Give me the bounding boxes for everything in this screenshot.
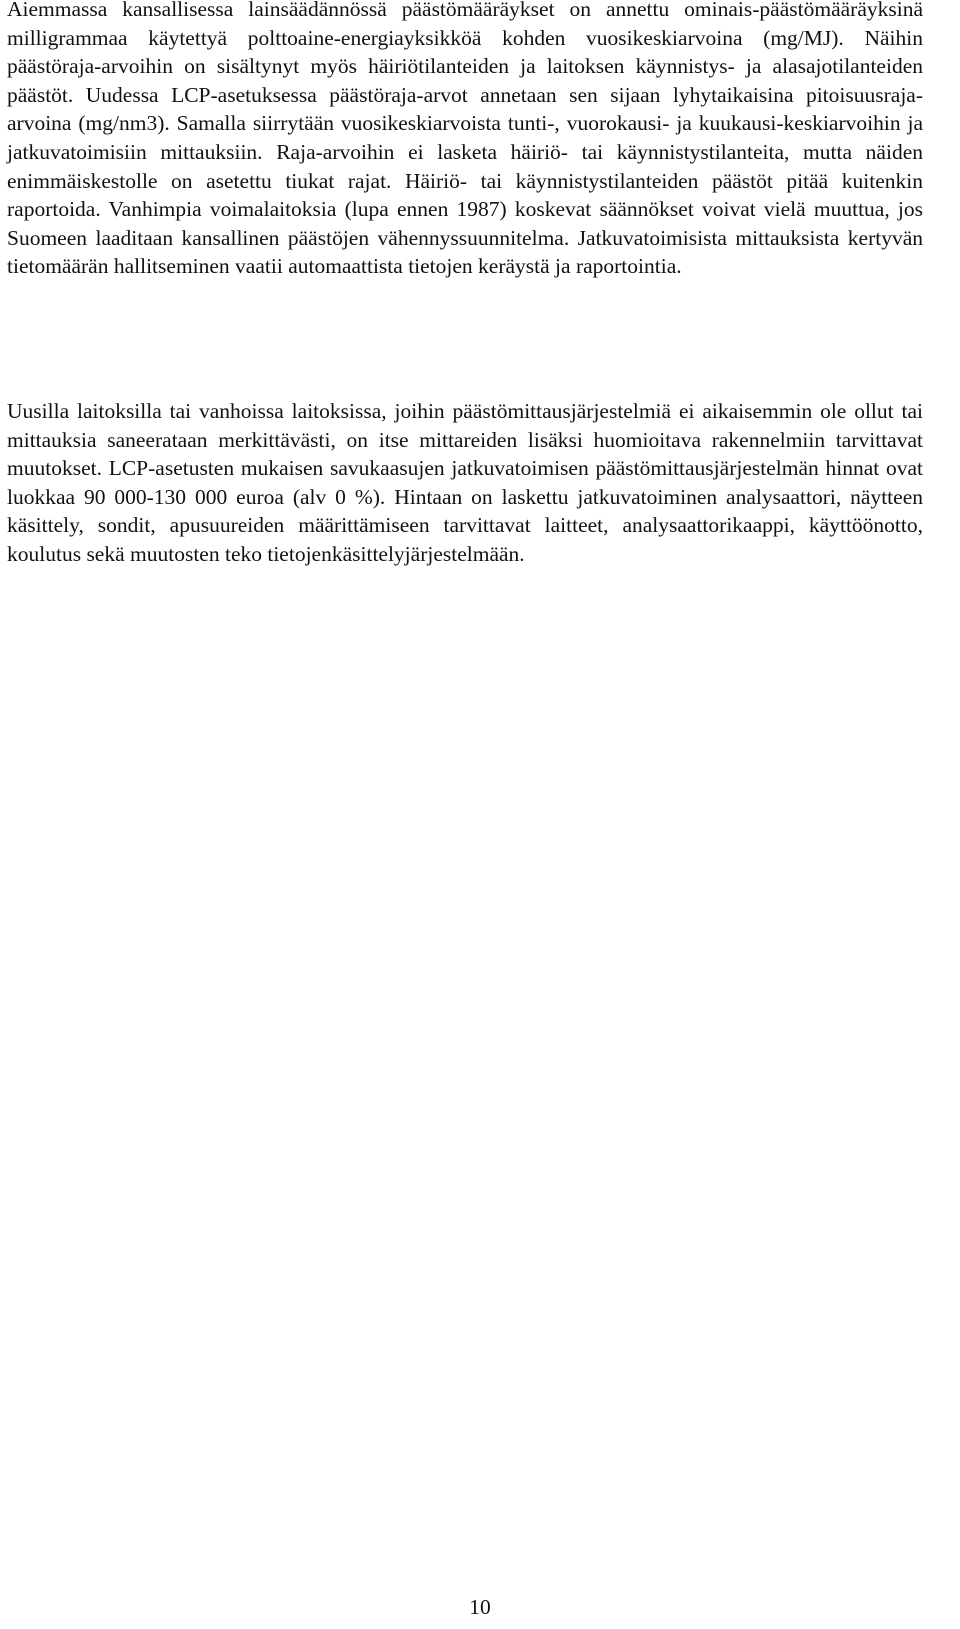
- page-number: 10: [469, 1595, 491, 1619]
- paragraph-measurement-costs: Uusilla laitoksilla tai vanhoissa laitoksissa, joihin päästömittausjärjestelmiä ei aikaisemmin ole ollut tai mittauksia saneerataan merkittävästi, on itse mittareiden lisäksi huomioitava rakennelmiin tarvittavat muutokset. LCP-asetusten mukaisen savukaasujen jatkuvatoimisen päästömittausjärjestelmän hinnat ovat luokkaa 90 000-130 000 euroa (alv 0 %). Hintaan on laskettu jatkuvatoiminen analysaattori, näytteen käsittely, sondit, apusuureiden määrittämiseen tarvittavat laitteet, analysaattorikaappi, käyttöönotto, koulutus sekä muutosten teko tietojenkäsittelyjärjestelmään.: [7, 399, 923, 566]
- paragraph-emission-limits: Aiemmassa kansallisessa lainsäädännössä päästömääräykset on annettu ominais-päästömääräyksinä milligrammaa käytettyä polttoaine-energiayksikköä kohden vuosikeskiarvoina (mg/MJ). Näihin päästöraja-arvoihin on sisältynyt myös häiriötilanteiden ja laitoksen käynnistys- ja alasajotilanteiden päästöt. Uudessa LCP-asetuksessa päästöraja-arvot annetaan sen sijaan lyhytaikaisina pitoisuusraja-arvoina (mg/nm3). Samalla siirrytään vuosikeskiarvoista tunti-, vuorokausi- ja kuukausi-keskiarvoihin ja jatkuvatoimisiin mittauksiin. Raja-arvoihin ei lasketa häiriö- tai käynnistystilanteita, mutta näiden enimmäiskestolle on asetettu tiukat rajat. Häiriö- tai käynnistystilanteiden päästöt pitää kuitenkin raportoida. Vanhimpia voimalaitoksia (lupa ennen 1987) koskevat säännökset voivat vielä muuttua, jos Suomeen laaditaan kansallinen päästöjen vähennyssuunnitelma. Jatkuvatoimisista mittauksista kertyvän tietomäärän hallitseminen vaatii automaattista tietojen keräystä ja raportointia.: [7, 0, 923, 279]
